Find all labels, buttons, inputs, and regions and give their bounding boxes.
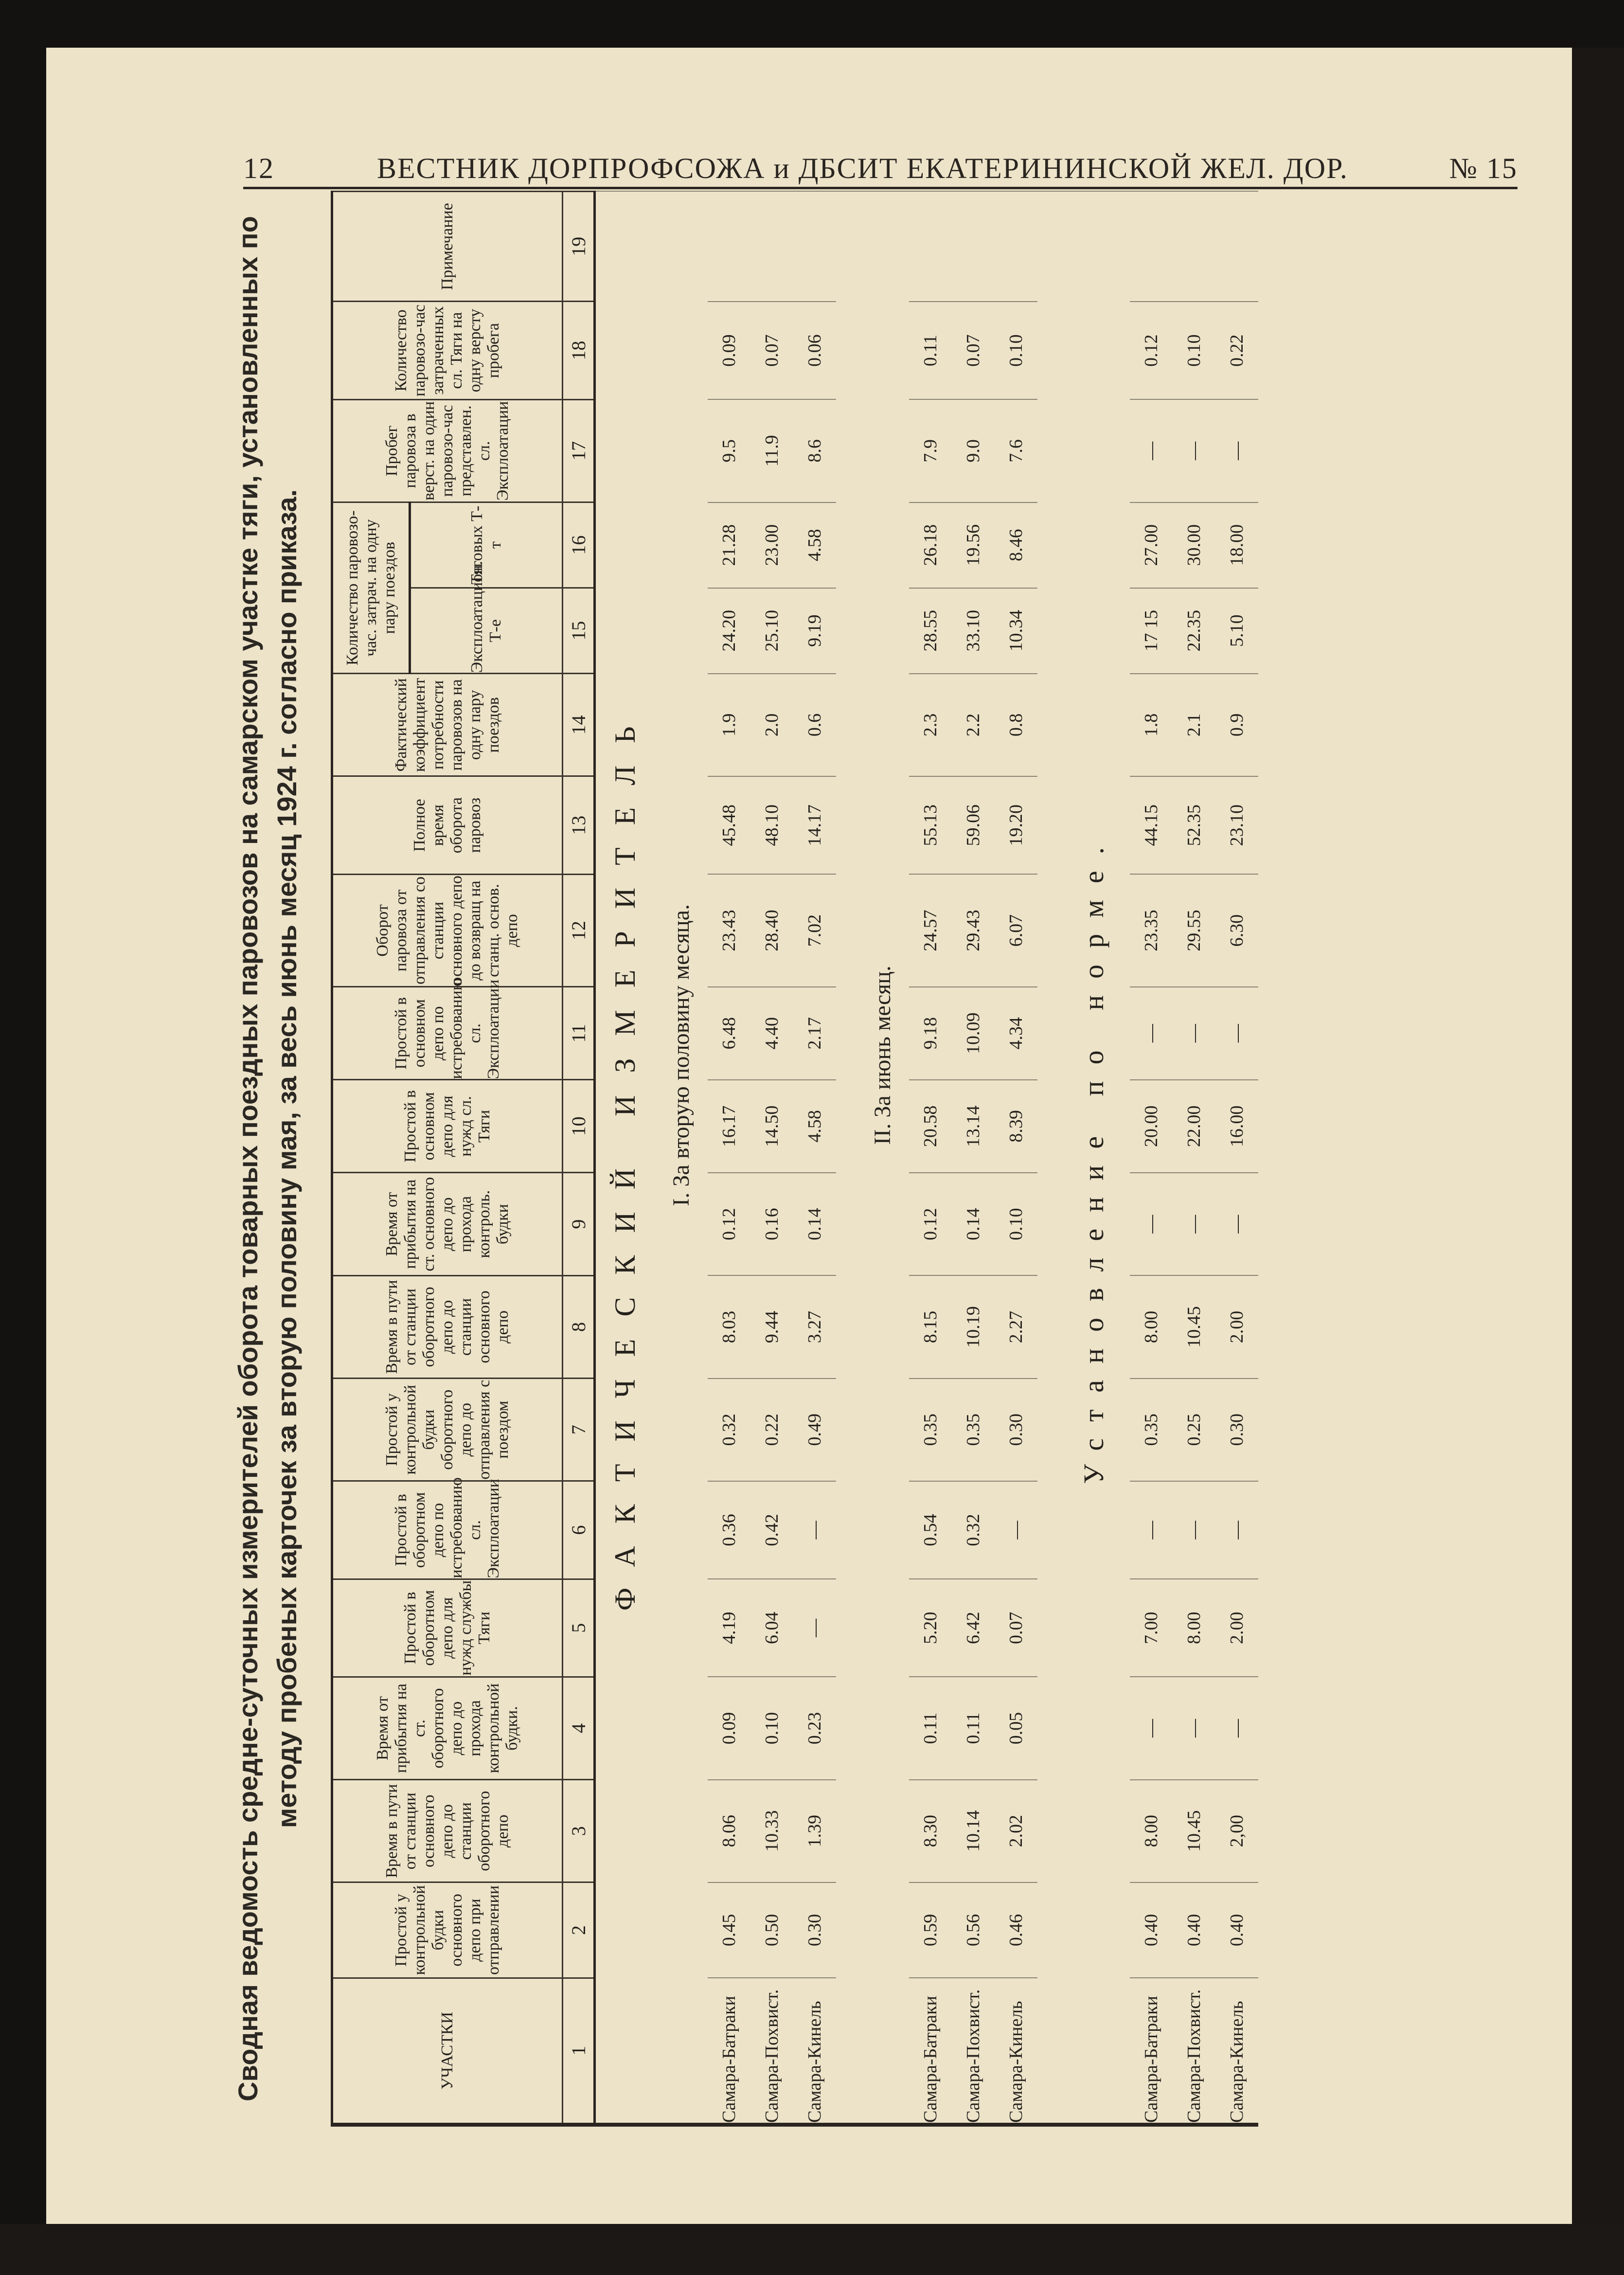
value-cell: 23.00 — [750, 502, 793, 588]
scan-background — [0, 2224, 1624, 2275]
value-cell: 8.06 — [708, 1780, 750, 1882]
column-number: 14 — [563, 674, 595, 776]
value-cell: 2.00 — [1215, 1275, 1258, 1378]
column-number: 15 — [563, 588, 595, 674]
value-cell: — — [1215, 987, 1258, 1080]
column-header-1: УЧАСТКИ — [332, 1978, 563, 2125]
value-cell: 0.45 — [708, 1882, 750, 1978]
value-cell: 21.28 — [708, 502, 750, 588]
value-cell: 0.32 — [952, 1481, 995, 1579]
value-cell: 2.3 — [909, 674, 952, 776]
value-cell: — — [1215, 1677, 1258, 1779]
value-cell: — — [1130, 1677, 1173, 1779]
value-cell: 4.40 — [750, 987, 793, 1080]
value-cell: 8.6 — [793, 399, 836, 502]
value-cell: 17 15 — [1130, 588, 1173, 674]
page-header — [243, 152, 1517, 190]
section-name-cell: Самара-Батраки — [1130, 1978, 1173, 2125]
value-cell: 7.00 — [1130, 1579, 1173, 1677]
value-cell: 7.02 — [793, 874, 836, 986]
value-cell: 2.0 — [750, 674, 793, 776]
value-cell: 22.00 — [1173, 1080, 1215, 1173]
column-header-5: Простой в оборотном депо для нужд службы Тяги — [332, 1579, 563, 1677]
page-number: 12 — [243, 152, 274, 184]
value-cell: 59.06 — [952, 776, 995, 874]
column-header-8: Время в пути от станции оборотного депо до станции основного депо — [332, 1275, 563, 1378]
column-number: 7 — [563, 1379, 595, 1481]
value-cell: 0.11 — [909, 302, 952, 399]
value-cell: 1.8 — [1130, 674, 1173, 776]
table-row — [1173, 192, 1215, 2125]
table-title-line-2: методу пробеных карточек за вторую половину мая, за весь июнь месяц 1924 г. согласно приказа. — [271, 489, 302, 1828]
value-cell: 8.39 — [995, 1080, 1037, 1173]
column-number: 17 — [563, 399, 595, 502]
value-cell: 20.00 — [1130, 1080, 1173, 1173]
value-cell: 4.19 — [708, 1579, 750, 1677]
value-cell: — — [1215, 399, 1258, 502]
journal-title: ВЕСТНИК ДОРПРОФСОЖА и ДБСИТ ЕКАТЕРИНИНСКОЙ ЖЕЛ. ДОР. — [377, 152, 1348, 184]
value-cell: 0.09 — [708, 302, 750, 399]
value-cell: — — [1215, 1481, 1258, 1579]
value-cell — [909, 192, 952, 302]
value-cell: 20.58 — [909, 1080, 952, 1173]
value-cell: 0.35 — [952, 1379, 995, 1481]
column-header-13: Полное время оборота паровоз — [332, 776, 563, 874]
value-cell: — — [1130, 399, 1173, 502]
value-cell: 0.25 — [1173, 1379, 1215, 1481]
table-title — [229, 191, 311, 2127]
value-cell: 23.43 — [708, 874, 750, 986]
value-cell: — — [1130, 987, 1173, 1080]
value-cell: 0.56 — [952, 1882, 995, 1978]
column-number: 11 — [563, 987, 595, 1080]
value-cell: 4.58 — [793, 502, 836, 588]
column-header-4: Время от прибытия на ст. оборотного депо до прохода контрольной будки. — [332, 1677, 563, 1779]
value-cell: 0.12 — [708, 1173, 750, 1275]
value-cell: 0.40 — [1130, 1882, 1173, 1978]
value-cell — [793, 192, 836, 302]
value-cell: 5.20 — [909, 1579, 952, 1677]
value-cell: 10.09 — [952, 987, 995, 1080]
value-cell: 8.00 — [1130, 1780, 1173, 1882]
rotated-table-block — [229, 191, 1552, 2127]
value-cell: 0.10 — [1173, 302, 1215, 399]
column-number: 9 — [563, 1173, 595, 1275]
value-cell: 45.48 — [708, 776, 750, 874]
value-cell — [708, 192, 750, 302]
value-cell: 0.30 — [1215, 1379, 1258, 1481]
value-cell: 10.45 — [1173, 1780, 1215, 1882]
table-row — [995, 192, 1037, 2125]
value-cell: 10.14 — [952, 1780, 995, 1882]
column-header-15: Эксплоатацион. Т-е — [410, 588, 563, 674]
value-cell: — — [793, 1579, 836, 1677]
value-cell: 19.56 — [952, 502, 995, 588]
value-cell: 24.57 — [909, 874, 952, 986]
column-header-18: Количество паровозо-час затраченных сл. Тяги на одну версту пробега — [332, 302, 563, 399]
column-number: 8 — [563, 1275, 595, 1378]
value-cell: 0.54 — [909, 1481, 952, 1579]
column-header-16: Тяговых Т-т — [410, 502, 563, 588]
issue-number: № 15 — [1449, 152, 1517, 184]
column-header-10: Простой в основном депо для нужд сл. Тяги — [332, 1080, 563, 1173]
value-cell: 2,00 — [1215, 1780, 1258, 1882]
value-cell: 10.34 — [995, 588, 1037, 674]
table-row — [708, 192, 750, 2125]
value-cell: 19.20 — [995, 776, 1037, 874]
header-row — [332, 192, 410, 2125]
adjacent-page-edge — [1572, 48, 1624, 2224]
column-number: 2 — [563, 1882, 595, 1978]
value-cell: 29.55 — [1173, 874, 1215, 986]
value-cell: 0.46 — [995, 1882, 1037, 1978]
value-cell: 0.8 — [995, 674, 1037, 776]
value-cell: 6.07 — [995, 874, 1037, 986]
value-cell: — — [1173, 1481, 1215, 1579]
value-cell: — — [1215, 1173, 1258, 1275]
value-cell: 6.48 — [708, 987, 750, 1080]
value-cell: 55.13 — [909, 776, 952, 874]
value-cell: 6.30 — [1215, 874, 1258, 986]
value-cell: 0.35 — [1130, 1379, 1173, 1481]
subsection-label: I. За вторую половину месяца. — [668, 904, 694, 1206]
value-cell: — — [1173, 987, 1215, 1080]
value-cell: 0.40 — [1215, 1882, 1258, 1978]
value-cell: 33.10 — [952, 588, 995, 674]
value-cell: 14.50 — [750, 1080, 793, 1173]
column-header-14: Фактический коэффициент потребности паровозов на одну пару поездов — [332, 674, 563, 776]
value-cell: 0.9 — [1215, 674, 1258, 776]
value-cell: 0.14 — [793, 1173, 836, 1275]
value-cell: 0.30 — [793, 1882, 836, 1978]
value-cell: 0.10 — [995, 302, 1037, 399]
column-number: 10 — [563, 1080, 595, 1173]
value-cell: 26.18 — [909, 502, 952, 588]
value-cell: 0.07 — [995, 1579, 1037, 1677]
value-cell: 0.07 — [750, 302, 793, 399]
section-name-cell: Самара-Кинель — [1215, 1978, 1258, 2125]
column-header-17: Пробег паровоза в верст. на один паровозо-час представлен. сл. Эксплоатации — [332, 399, 563, 502]
value-cell: 2.00 — [1215, 1579, 1258, 1677]
value-cell: 8.30 — [909, 1780, 952, 1882]
value-cell: 0.11 — [952, 1677, 995, 1779]
value-cell: 0.07 — [952, 302, 995, 399]
column-number: 1 — [563, 1978, 595, 2125]
column-number: 13 — [563, 776, 595, 874]
value-cell: 0.49 — [793, 1379, 836, 1481]
value-cell: 0.09 — [708, 1677, 750, 1779]
value-cell: 0.36 — [708, 1481, 750, 1579]
value-cell: 28.40 — [750, 874, 793, 986]
value-cell: 44.15 — [1130, 776, 1173, 874]
value-cell: 7.9 — [909, 399, 952, 502]
value-cell: 0.30 — [995, 1379, 1037, 1481]
value-cell: 28.55 — [909, 588, 952, 674]
value-cell — [952, 192, 995, 302]
value-cell: 29.43 — [952, 874, 995, 986]
value-cell — [995, 192, 1037, 302]
value-cell — [1173, 192, 1215, 302]
section-name-cell: Самара-Батраки — [909, 1978, 952, 2125]
value-cell: 14.17 — [793, 776, 836, 874]
value-cell: 18.00 — [1215, 502, 1258, 588]
value-cell: 10.45 — [1173, 1275, 1215, 1378]
value-cell — [750, 192, 793, 302]
value-cell: 8.00 — [1130, 1275, 1173, 1378]
value-cell: 9.5 — [708, 399, 750, 502]
column-header-6: Простой в оборотном депо по истребованию сл. Эксплоатации — [332, 1481, 563, 1579]
value-cell: 0.6 — [793, 674, 836, 776]
column-header-12: Оборот паровоза от отправления со станции основного депо до возвращ на станц. основ. депо — [332, 874, 563, 986]
column-number: 19 — [563, 192, 595, 302]
subsection-heading — [654, 192, 708, 2125]
value-cell: 0.16 — [750, 1173, 793, 1275]
value-cell — [1215, 192, 1258, 302]
table-row — [1130, 192, 1173, 2125]
value-cell: 25.10 — [750, 588, 793, 674]
value-cell: 1.39 — [793, 1780, 836, 1882]
value-cell: 0.06 — [793, 302, 836, 399]
value-cell: 6.04 — [750, 1579, 793, 1677]
section-actual-heading: ФАКТИЧЕСКИЙ ИЗМЕРИТЕЛЬ — [595, 192, 655, 2125]
value-cell: 52.35 — [1173, 776, 1215, 874]
column-number: 4 — [563, 1677, 595, 1779]
value-cell: 2.02 — [995, 1780, 1037, 1882]
value-cell: 0.05 — [995, 1677, 1037, 1779]
column-number: 16 — [563, 502, 595, 588]
value-cell: 0.59 — [909, 1882, 952, 1978]
value-cell: 0.14 — [952, 1173, 995, 1275]
value-cell: 22.35 — [1173, 588, 1215, 674]
column-header-9: Время от прибытия на ст. основного депо до прохода контроль. будки — [332, 1173, 563, 1275]
subsection-label: II. За июнь месяц. — [869, 966, 895, 1145]
value-cell: 5.10 — [1215, 588, 1258, 674]
value-cell: — — [995, 1481, 1037, 1579]
column-header-11: Простой в основном депо по истребованию сл. Эксплоатации — [332, 987, 563, 1080]
column-number: 18 — [563, 302, 595, 399]
group-header: Количество паровозо-час. затрач. на одну пару поездов — [332, 502, 410, 674]
value-cell: 4.58 — [793, 1080, 836, 1173]
value-cell: 7.6 — [995, 399, 1037, 502]
value-cell: 23.35 — [1130, 874, 1173, 986]
section-norm-heading: Установление по норме. — [1057, 192, 1130, 2125]
section-name-cell: Самара-Похвист. — [750, 1978, 793, 2125]
value-cell: 10.33 — [750, 1780, 793, 1882]
value-cell: 2.2 — [952, 674, 995, 776]
table-row — [793, 192, 836, 2125]
spacer — [1037, 192, 1057, 2125]
value-cell: 0.42 — [750, 1481, 793, 1579]
value-cell: 4.34 — [995, 987, 1037, 1080]
value-cell: — — [1173, 1677, 1215, 1779]
value-cell: 9.0 — [952, 399, 995, 502]
value-cell: 9.18 — [909, 987, 952, 1080]
subsection-heading — [856, 192, 909, 2125]
value-cell: 0.10 — [995, 1173, 1037, 1275]
value-cell: 27.00 — [1130, 502, 1173, 588]
column-number: 12 — [563, 874, 595, 986]
value-cell: 8.00 — [1173, 1579, 1215, 1677]
column-header-2: Простой у контрольной будки основного депо при отправлении — [332, 1882, 563, 1978]
value-cell: 1.9 — [708, 674, 750, 776]
value-cell: 8.46 — [995, 502, 1037, 588]
column-header-7: Простой у контрольной будки оборотного депо до отправления с поездом — [332, 1379, 563, 1481]
column-number: 5 — [563, 1579, 595, 1677]
column-number: 6 — [563, 1481, 595, 1579]
value-cell: 16.00 — [1215, 1080, 1258, 1173]
value-cell: 8.03 — [708, 1275, 750, 1378]
header-rule — [243, 187, 1517, 189]
section-name-cell: Самара-Кинель — [793, 1978, 836, 2125]
table-row — [909, 192, 952, 2125]
value-cell: 13.14 — [952, 1080, 995, 1173]
value-cell: — — [1173, 1173, 1215, 1275]
value-cell: — — [1130, 1481, 1173, 1579]
value-cell: 11.9 — [750, 399, 793, 502]
value-cell: 0.10 — [750, 1677, 793, 1779]
value-cell: 23.10 — [1215, 776, 1258, 874]
section-name-cell: Самара-Кинель — [995, 1978, 1037, 2125]
value-cell: 9.19 — [793, 588, 836, 674]
value-cell: 3.27 — [793, 1275, 836, 1378]
section-name-cell: Самара-Похвист. — [952, 1978, 995, 2125]
value-cell: 0.32 — [708, 1379, 750, 1481]
value-cell: 0.12 — [1130, 302, 1173, 399]
table-row — [1215, 192, 1258, 2125]
value-cell — [1130, 192, 1173, 302]
column-header-3: Время в пути от станции основного депо до станции оборотного депо — [332, 1780, 563, 1882]
value-cell: 8.15 — [909, 1275, 952, 1378]
spacer — [836, 192, 856, 2125]
value-cell: 2.1 — [1173, 674, 1215, 776]
value-cell: 2.17 — [793, 987, 836, 1080]
value-cell: 0.11 — [909, 1677, 952, 1779]
value-cell: 0.40 — [1173, 1882, 1215, 1978]
table-title-line-1: Сводная ведомость средне-суточных измерителей оборота товарных поездных паровозов на самарском участке тяги, установленных по — [232, 216, 263, 2101]
value-cell: — — [1173, 399, 1215, 502]
value-cell: 30.00 — [1173, 502, 1215, 588]
section-name-cell: Самара-Похвист. — [1173, 1978, 1215, 2125]
value-cell: — — [1130, 1173, 1173, 1275]
value-cell: 0.35 — [909, 1379, 952, 1481]
value-cell: 9.44 — [750, 1275, 793, 1378]
value-cell: 24.20 — [708, 588, 750, 674]
value-cell: 48.10 — [750, 776, 793, 874]
value-cell: 6.42 — [952, 1579, 995, 1677]
table-row — [952, 192, 995, 2125]
value-cell: 0.50 — [750, 1882, 793, 1978]
column-number: 3 — [563, 1780, 595, 1882]
value-cell: 0.23 — [793, 1677, 836, 1779]
value-cell: 2.27 — [995, 1275, 1037, 1378]
table-row — [750, 192, 793, 2125]
value-cell: 16.17 — [708, 1080, 750, 1173]
column-header-19: Примечание — [332, 192, 563, 302]
section-name-cell: Самара-Батраки — [708, 1978, 750, 2125]
summary-table — [331, 191, 1258, 2127]
value-cell: — — [793, 1481, 836, 1579]
value-cell: 0.22 — [750, 1379, 793, 1481]
value-cell: 10.19 — [952, 1275, 995, 1378]
value-cell: 0.12 — [909, 1173, 952, 1275]
value-cell: 0.22 — [1215, 302, 1258, 399]
